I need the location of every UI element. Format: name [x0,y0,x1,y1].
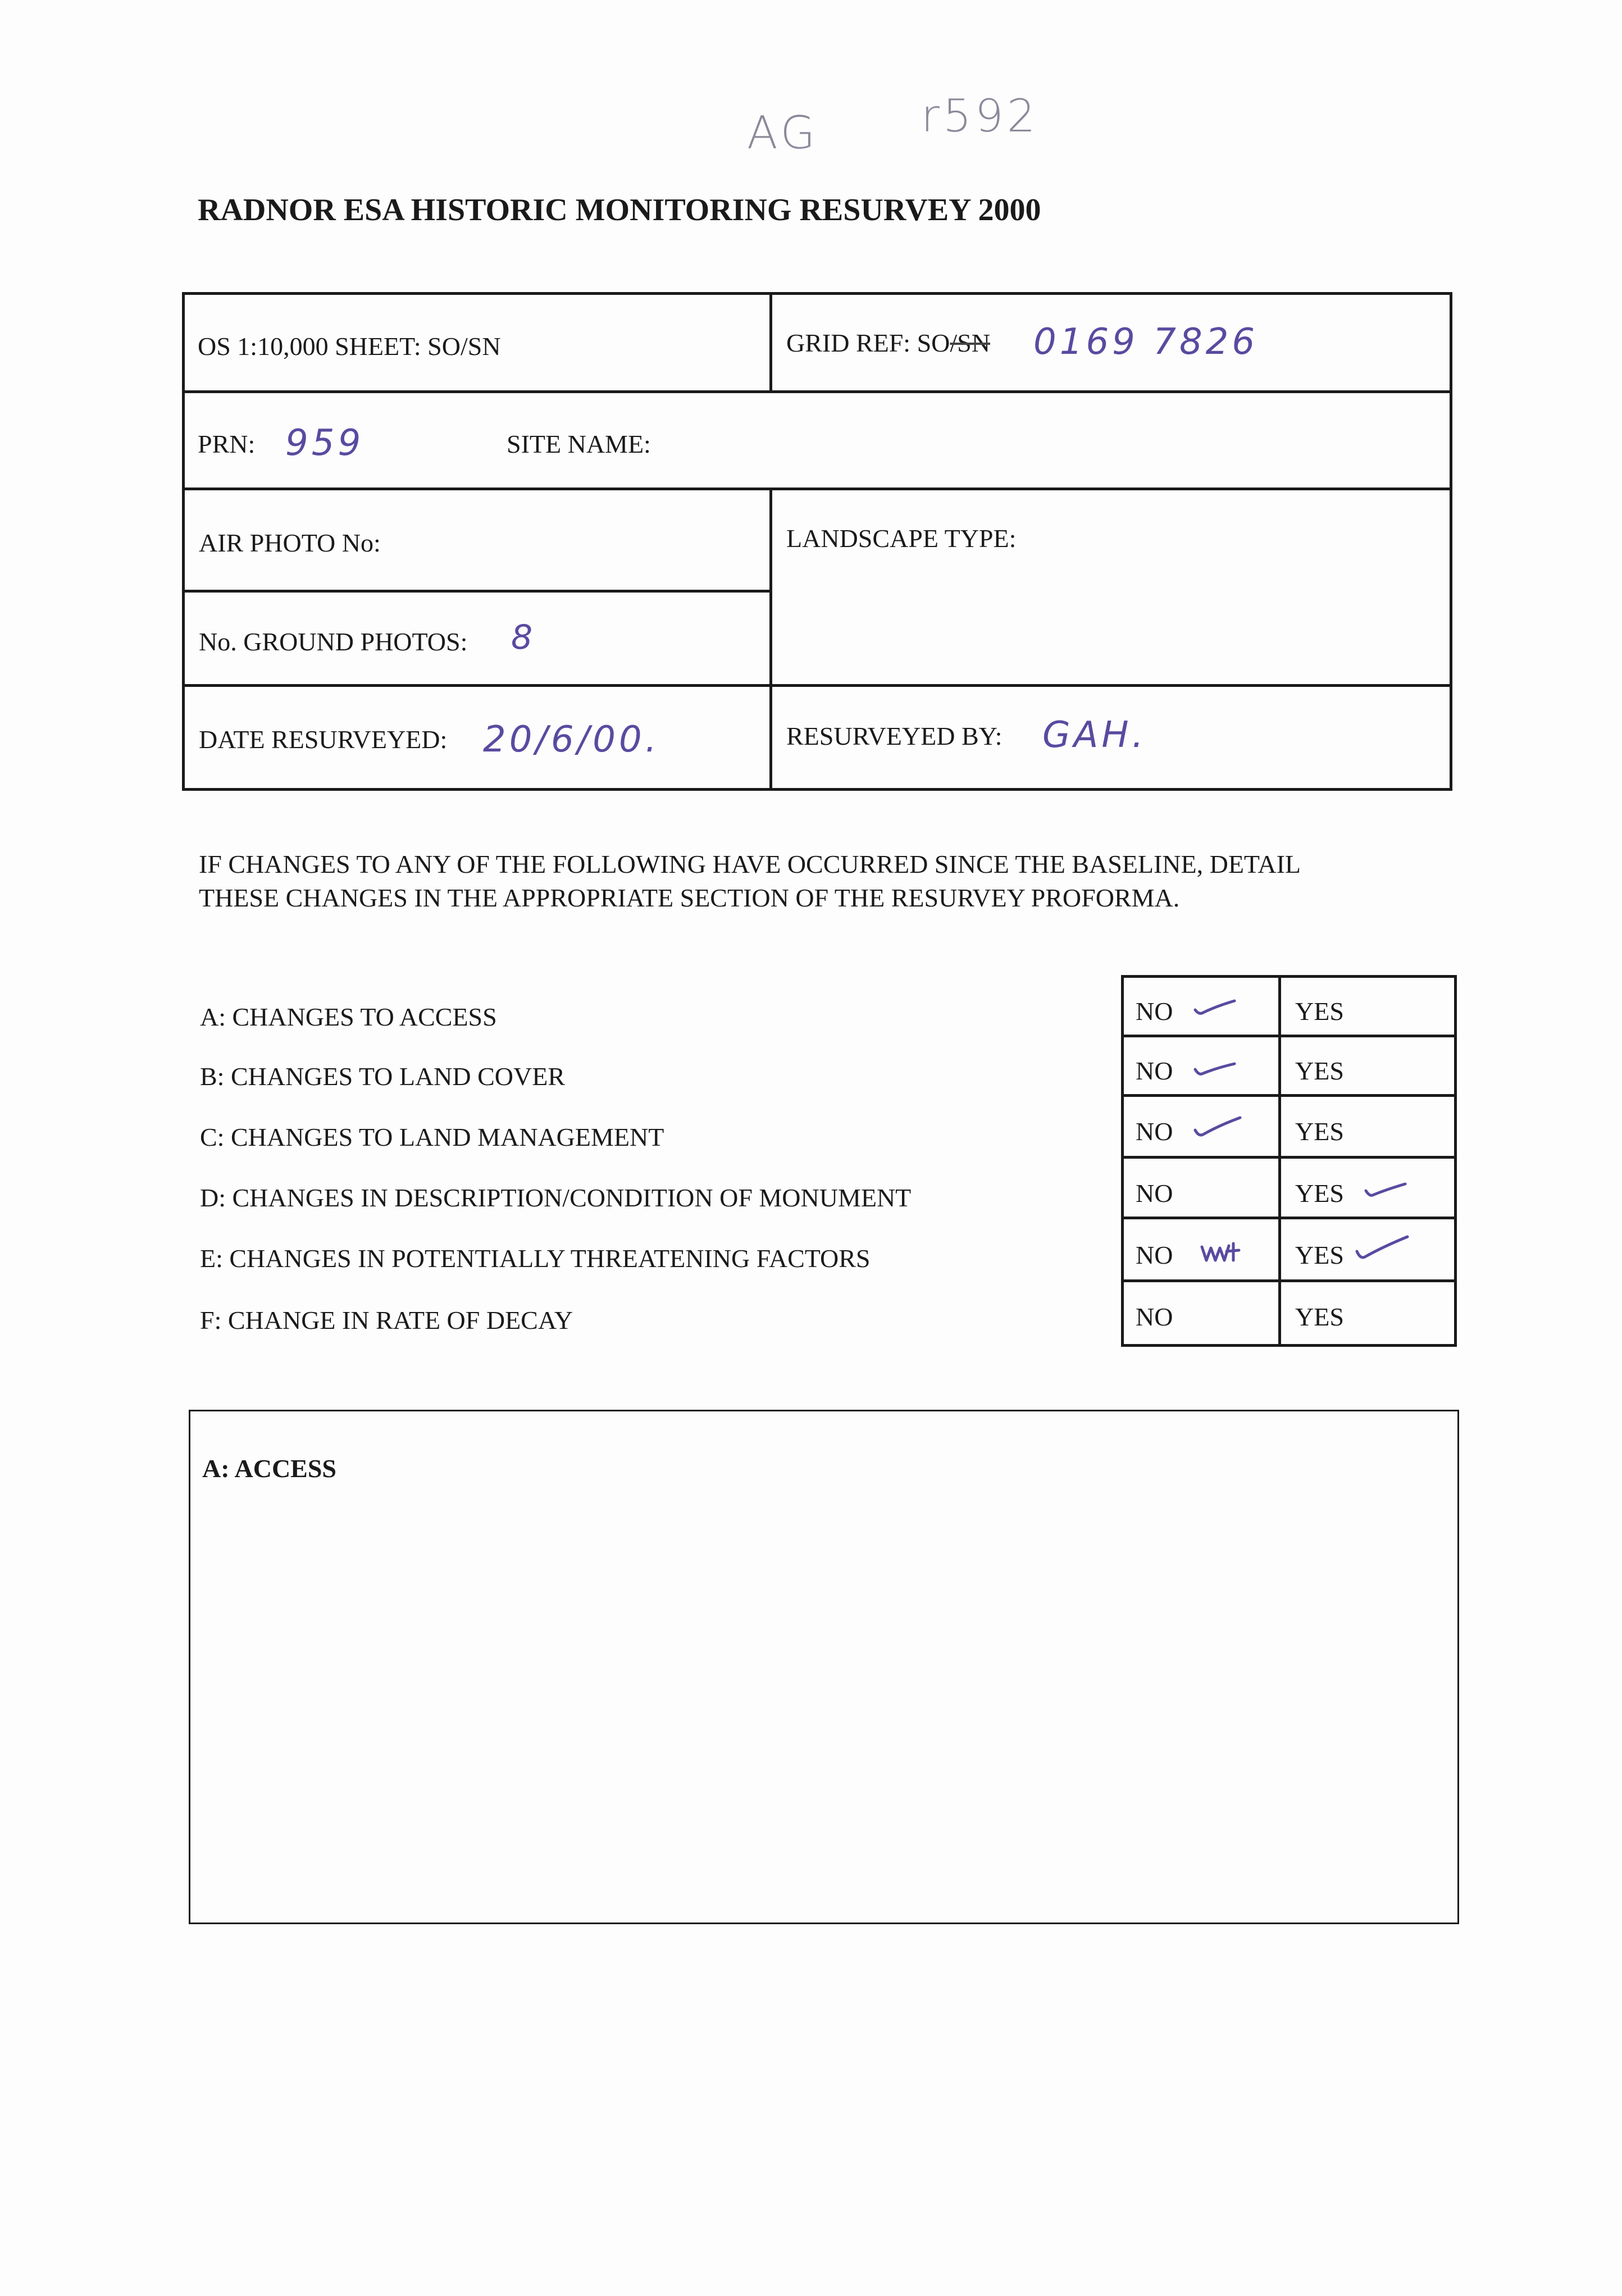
no-option-f[interactable]: NO [1136,1302,1173,1331]
yes-option-d[interactable]: YES [1295,1179,1344,1208]
date-resurveyed-value: 20/6/00. [483,719,660,760]
air-photo-label: AIR PHOTO No: [199,529,381,557]
instructions-line-1: IF CHANGES TO ANY OF THE FOLLOWING HAVE OCCURRED SINCE THE BASELINE, DETAIL [199,850,1301,878]
checkmark-icon [1193,1115,1243,1144]
yes-option-f[interactable]: YES [1295,1302,1344,1331]
checkmark-icon [1193,997,1238,1020]
no-option-e[interactable]: NO [1136,1241,1173,1269]
site-name-label: SITE NAME: [507,430,651,458]
scribble-icon [1200,1240,1245,1265]
change-label-f: F: CHANGE IN RATE OF DECAY [200,1306,573,1334]
grid-divider [769,488,772,791]
grid-divider [182,488,1452,490]
instructions-line-2: THESE CHANGES IN THE APPROPRIATE SECTION OF THE RESURVEY PROFORMA. [199,883,1180,912]
table-divider [1121,1035,1457,1037]
form-title: RADNOR ESA HISTORIC MONITORING RESURVEY 2000 [198,193,1041,227]
table-divider [1121,1217,1457,1219]
grid-ref-label-text: GRID REF: SO [786,329,950,357]
grid-ref-label [786,328,990,358]
change-label-c: C: CHANGES TO LAND MANAGEMENT [200,1123,664,1151]
yes-option-a[interactable]: YES [1295,997,1344,1026]
ground-photos-value: 8 [511,618,536,657]
access-notes-area[interactable] [194,1500,1452,1915]
grid-divider [182,390,1452,393]
table-divider [1121,1156,1457,1159]
annotation-reference: r592 [921,90,1039,142]
landscape-type-label: LANDSCAPE TYPE: [786,524,1017,553]
prn-label: PRN: [198,430,256,458]
no-option-d[interactable]: NO [1136,1179,1173,1208]
change-label-d: D: CHANGES IN DESCRIPTION/CONDITION OF MONUMENT [200,1183,912,1212]
checkmark-icon [1355,1234,1411,1264]
ground-photos-label: No. GROUND PHOTOS: [199,627,468,656]
no-option-c[interactable]: NO [1136,1117,1173,1146]
grid-divider [182,684,1452,687]
annotation-ag: AG [747,107,819,159]
checkmark-icon [1193,1058,1238,1081]
yes-option-b[interactable]: YES [1295,1056,1344,1085]
grid-divider [182,590,772,593]
checkmark-icon [1364,1179,1409,1202]
change-label-a: A: CHANGES TO ACCESS [200,1003,497,1031]
change-label-b: B: CHANGES TO LAND COVER [200,1062,566,1091]
yes-no-table [1121,975,1457,1347]
table-divider [1278,975,1281,1347]
yes-option-e[interactable]: YES [1295,1241,1344,1269]
grid-ref-struck: /SN [950,329,990,357]
no-option-b[interactable]: NO [1136,1056,1173,1085]
table-divider [1121,1094,1457,1097]
prn-value: 959 [285,422,365,464]
grid-ref-value: 0169 7826 [1033,321,1259,363]
date-resurveyed-label: DATE RESURVEYED: [199,725,448,754]
table-divider [1121,1279,1457,1282]
resurveyed-by-label: RESURVEYED BY: [786,722,1003,750]
no-option-a[interactable]: NO [1136,997,1173,1026]
access-section-title: A: ACCESS [202,1454,337,1483]
os-sheet-label: OS 1:10,000 SHEET: SO/SN [198,332,501,361]
resurveyed-by-value: GAH. [1042,714,1147,756]
yes-option-c[interactable]: YES [1295,1117,1344,1146]
change-label-e: E: CHANGES IN POTENTIALLY THREATENING FACTORS [200,1244,871,1273]
grid-divider [769,292,772,391]
